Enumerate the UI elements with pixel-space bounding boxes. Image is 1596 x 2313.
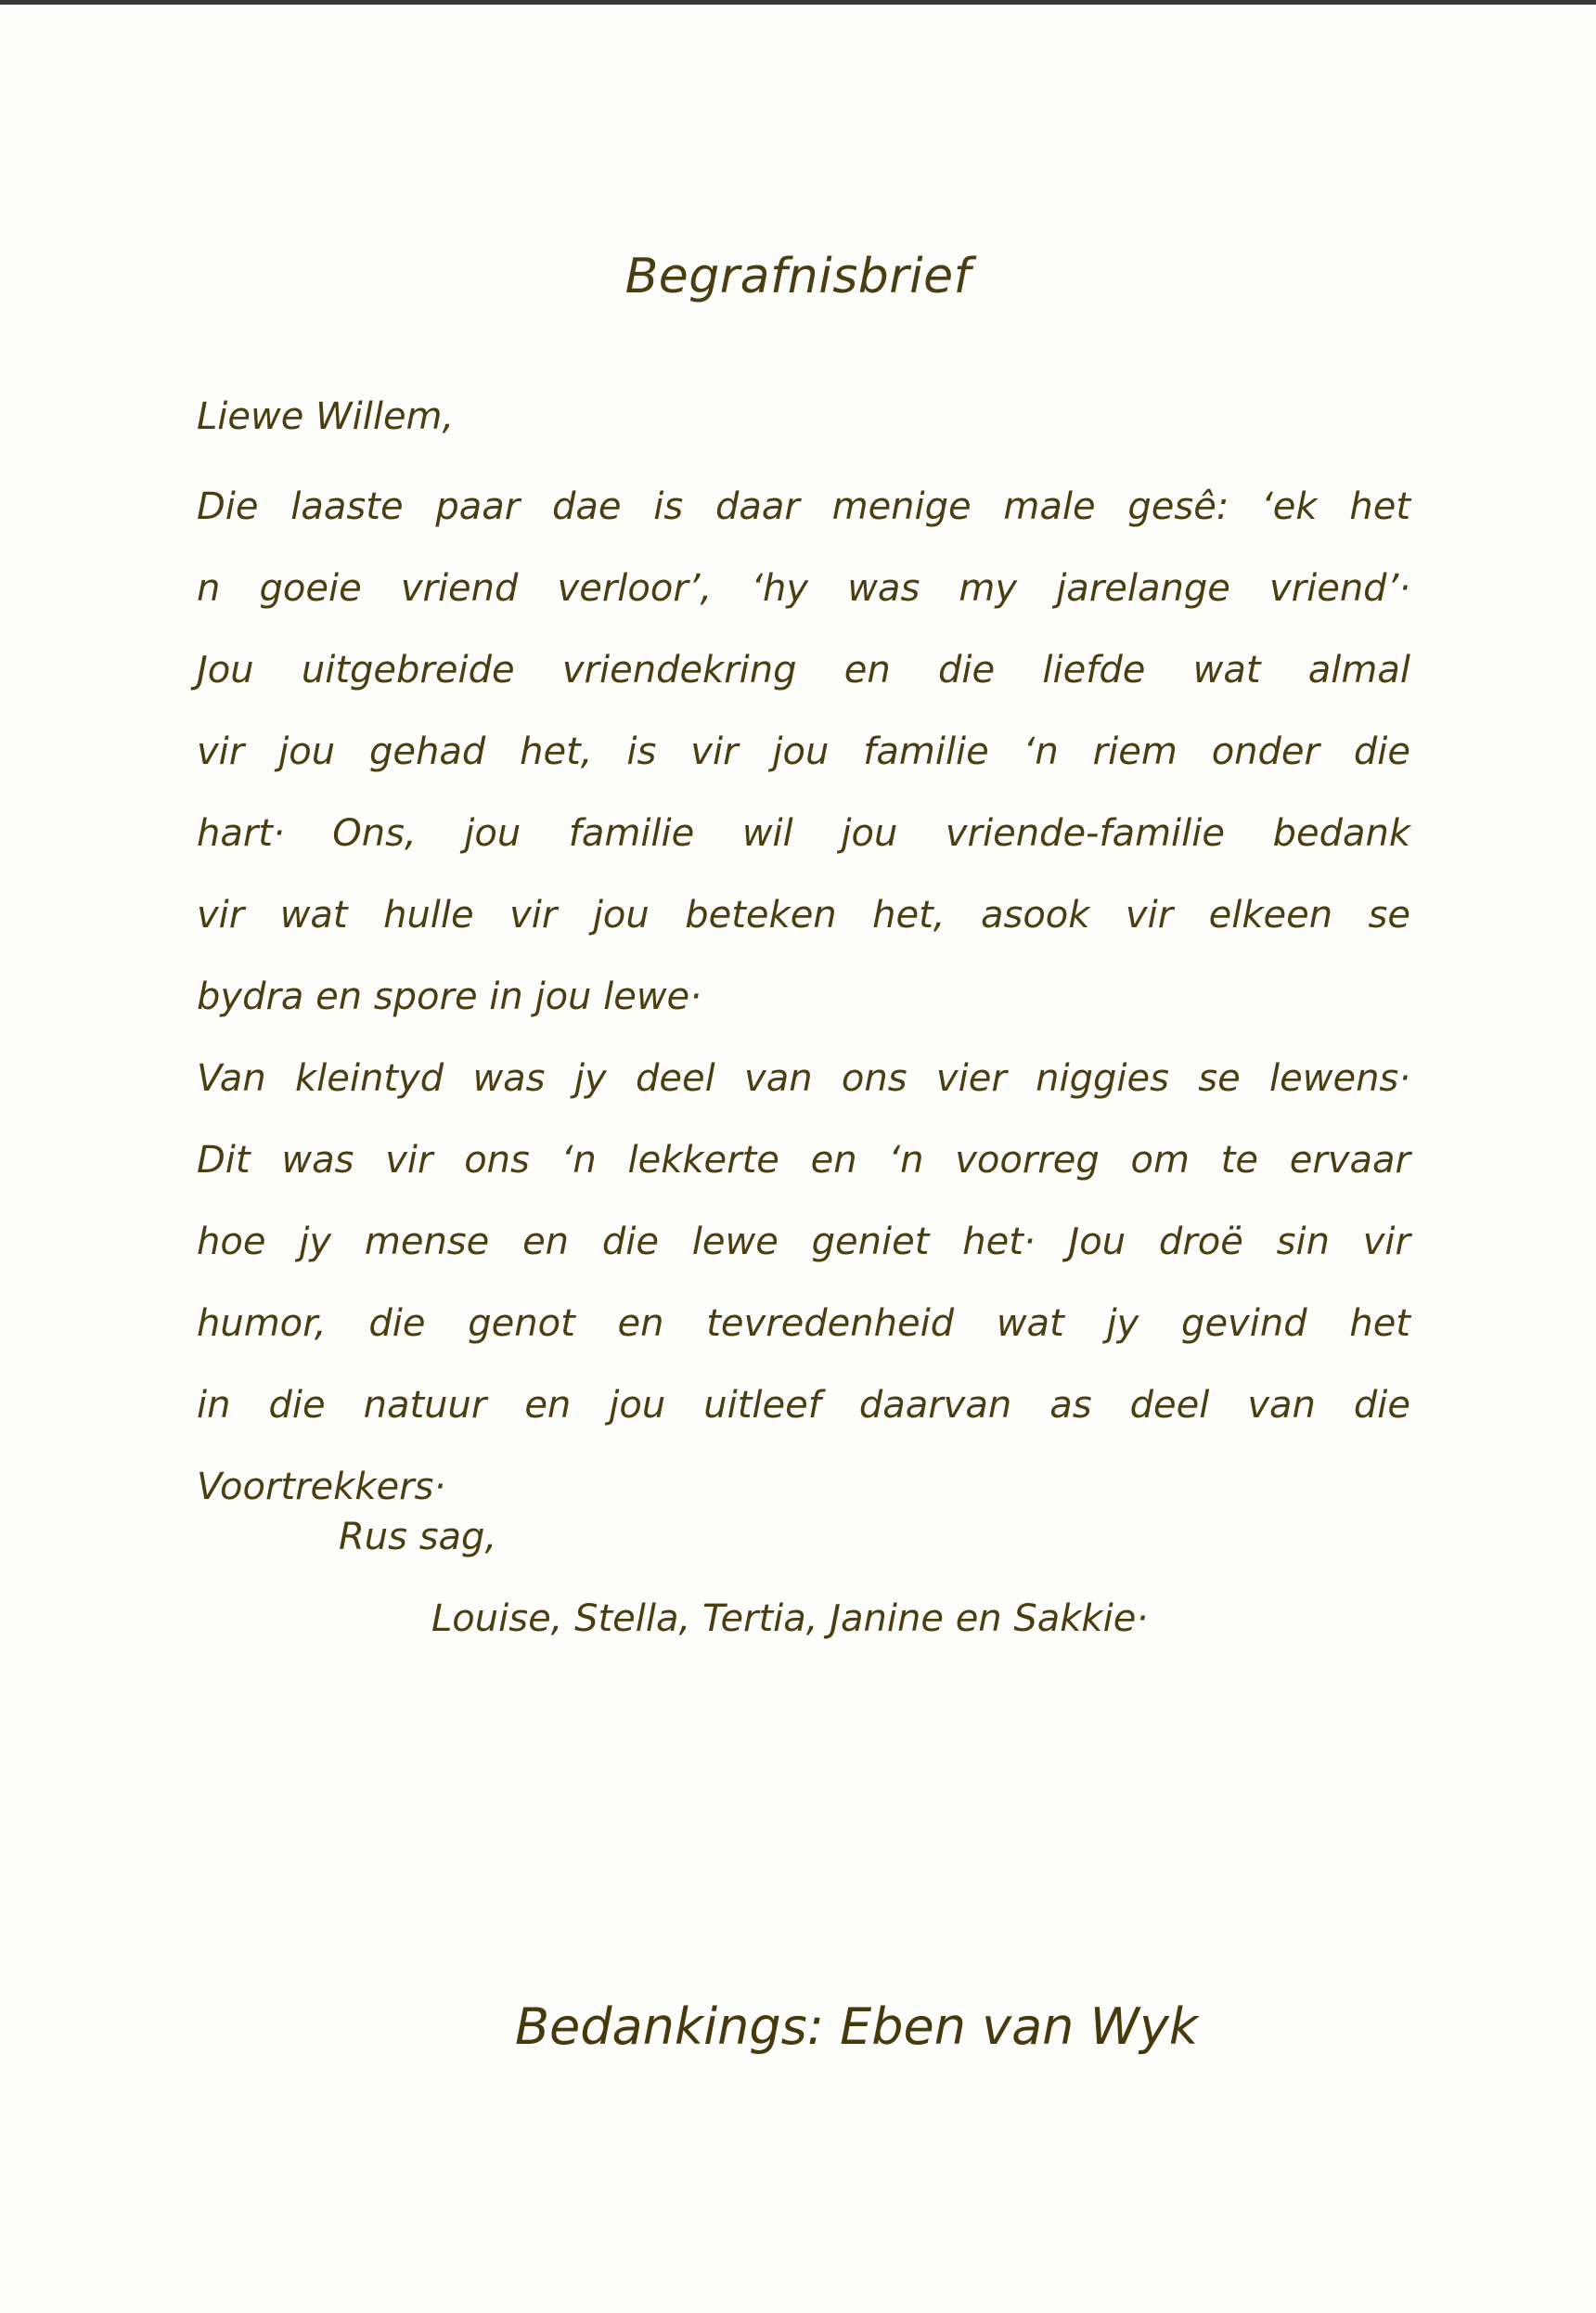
body-line: n goeie vriend verloor’, ‘hy was my jarelange vriend’· (197, 567, 1410, 610)
body-line: in die natuur en jou uitleef daarvan as deel van die (197, 1384, 1410, 1427)
body-line: bydra en spore in jou lewe· (197, 976, 701, 1018)
letter-body (197, 466, 1410, 1528)
top-edge-line (0, 0, 1596, 5)
signatories: Louise, Stella, Tertia, Janine en Sakkie· (431, 1597, 1149, 1640)
body-line: Van kleintyd was jy deel van ons vier niggies se lewens· (197, 1057, 1410, 1100)
letter-title: Begrafnisbrief (624, 249, 972, 304)
body-line: vir wat hulle vir jou beteken het, asook vir elkeen se (197, 894, 1410, 937)
body-line: hoe jy mense en die lewe geniet het· Jou droë sin vir (197, 1221, 1410, 1263)
body-line: Voortrekkers· (197, 1466, 446, 1508)
salutation: Liewe Willem, (197, 395, 455, 438)
acknowledgements-line: Bedankings: Eben van Wyk (515, 1997, 1199, 2056)
body-line: Jou uitgebreide vriendekring en die liefde wat almal (197, 649, 1410, 691)
body-line: humor, die genot en tevredenheid wat jy gevind het (197, 1302, 1410, 1345)
body-line: Dit was vir ons ‘n lekkerte en ‘n voorreg om te ervaar (197, 1139, 1410, 1182)
body-line: hart· Ons, jou familie wil jou vriende-familie bedank (197, 812, 1410, 855)
body-line: Die laaste paar dae is daar menige male gesê: ‘ek het (197, 485, 1410, 528)
closing-line: Rus sag, (339, 1516, 497, 1558)
body-line: vir jou gehad het, is vir jou familie ‘n riem onder die (197, 730, 1410, 773)
